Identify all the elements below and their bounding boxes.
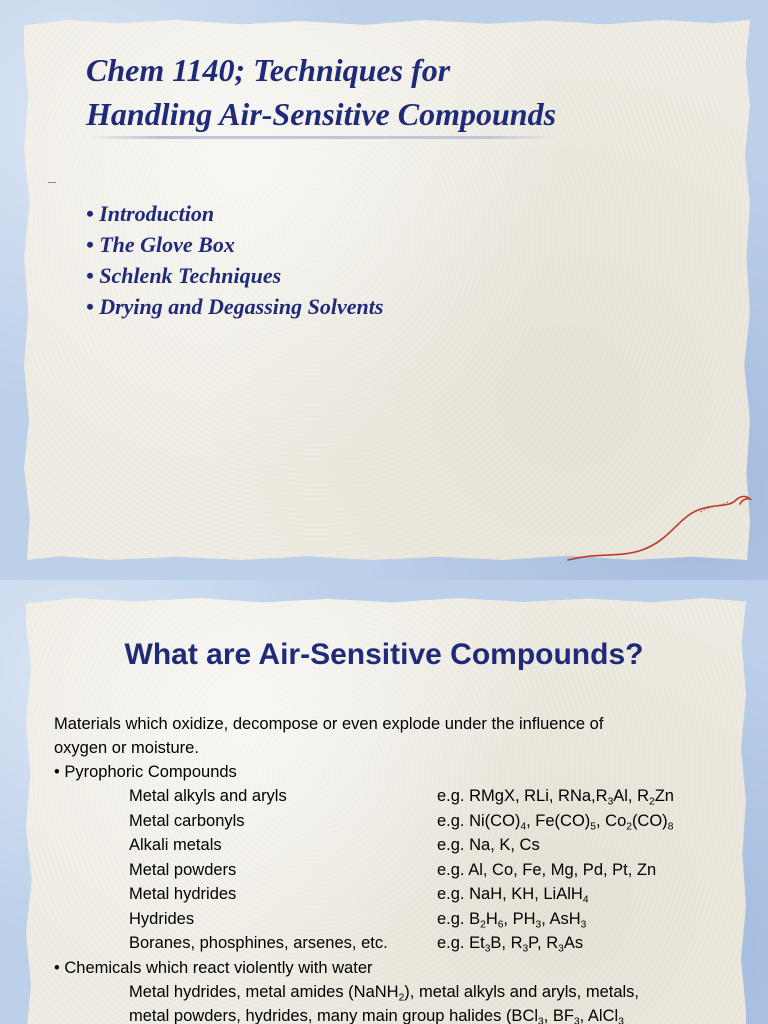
intro-text [54,712,744,760]
slide-1-title-line-1: Chem 1140; Techniques for [86,52,451,88]
intro-line-2: oxygen or moisture. [54,739,199,757]
compound-examples: e.g. Al, Co, Fe, Mg, Pd, Pt, Zn [437,860,657,879]
bullet-item: • The Glove Box [86,229,383,260]
compound-row [54,931,744,956]
water-reactive-line-1: Metal hydrides, metal amides (NaNH$_2$), metal alkyls and aryls, metals, [129,982,640,1004]
slide-2-title: What are Air-Sensitive Compounds? [124,638,644,671]
compound-class: Hydrides [129,909,195,928]
slide-1-title-line-2: Handling Air-Sensitive Compounds [86,96,557,132]
compound-row [54,809,744,834]
compound-row [54,784,744,809]
slide-2-body [54,712,744,1024]
bullet-item: • Schlenk Techniques [86,260,383,291]
compound-row [54,858,744,883]
bullet-item: • Introduction [86,198,383,229]
compound-examples: e.g. $Et_3B$, $R_3P$, $R_3As$ [437,934,584,955]
compound-table [54,784,744,956]
compound-class: Metal powders [129,860,237,879]
slide-1-title [86,48,556,136]
compound-row [54,882,744,907]
compound-examples: e.g. RMgX, RLi, $RNa,R_3Al$, $R_2Zn$ [437,787,674,808]
compound-class: Boranes, phosphines, arsenes, etc. [129,934,388,952]
water-reactive-line-2: metal powders, hydrides, many main group halides (BCl$_3$, $BF_3$, AlCl$_3$ [129,1006,624,1024]
compound-examples: e.g. Na, K, Cs [437,836,540,854]
compound-examples: e.g. $B_2H_6$, $PH_3$, AsH$_3$ [437,909,587,931]
compound-class: Alkali metals [129,836,222,854]
compound-examples: e.g. $Ni(CO)_4$, $Fe(CO)_5$, $Co_2(CO)_8$ [437,811,674,833]
paper-edge-mark [48,182,56,183]
compound-examples: e.g. NaH, KH, LiAlH$_4$ [437,885,589,906]
compound-class: Metal carbonyls [129,811,245,830]
slide-2 [0,580,768,1024]
compound-class: Metal hydrides [129,885,237,903]
compound-class: Metal alkyls and aryls [129,787,287,805]
red-swirl-decoration [560,490,760,570]
compound-row [54,907,744,932]
intro-line-1: Materials which oxidize, decompose or even explode under the influence of [54,715,604,733]
compound-row [54,833,744,858]
bullet-item: • Drying and Degassing Solvents [86,291,383,322]
title-underline [88,136,558,139]
group-label-pyrophoric: • Pyrophoric Compounds [54,760,744,784]
slide-1-bullet-list [86,198,383,322]
group-label-water-reactive: • Chemicals which react violently with water [54,956,744,980]
